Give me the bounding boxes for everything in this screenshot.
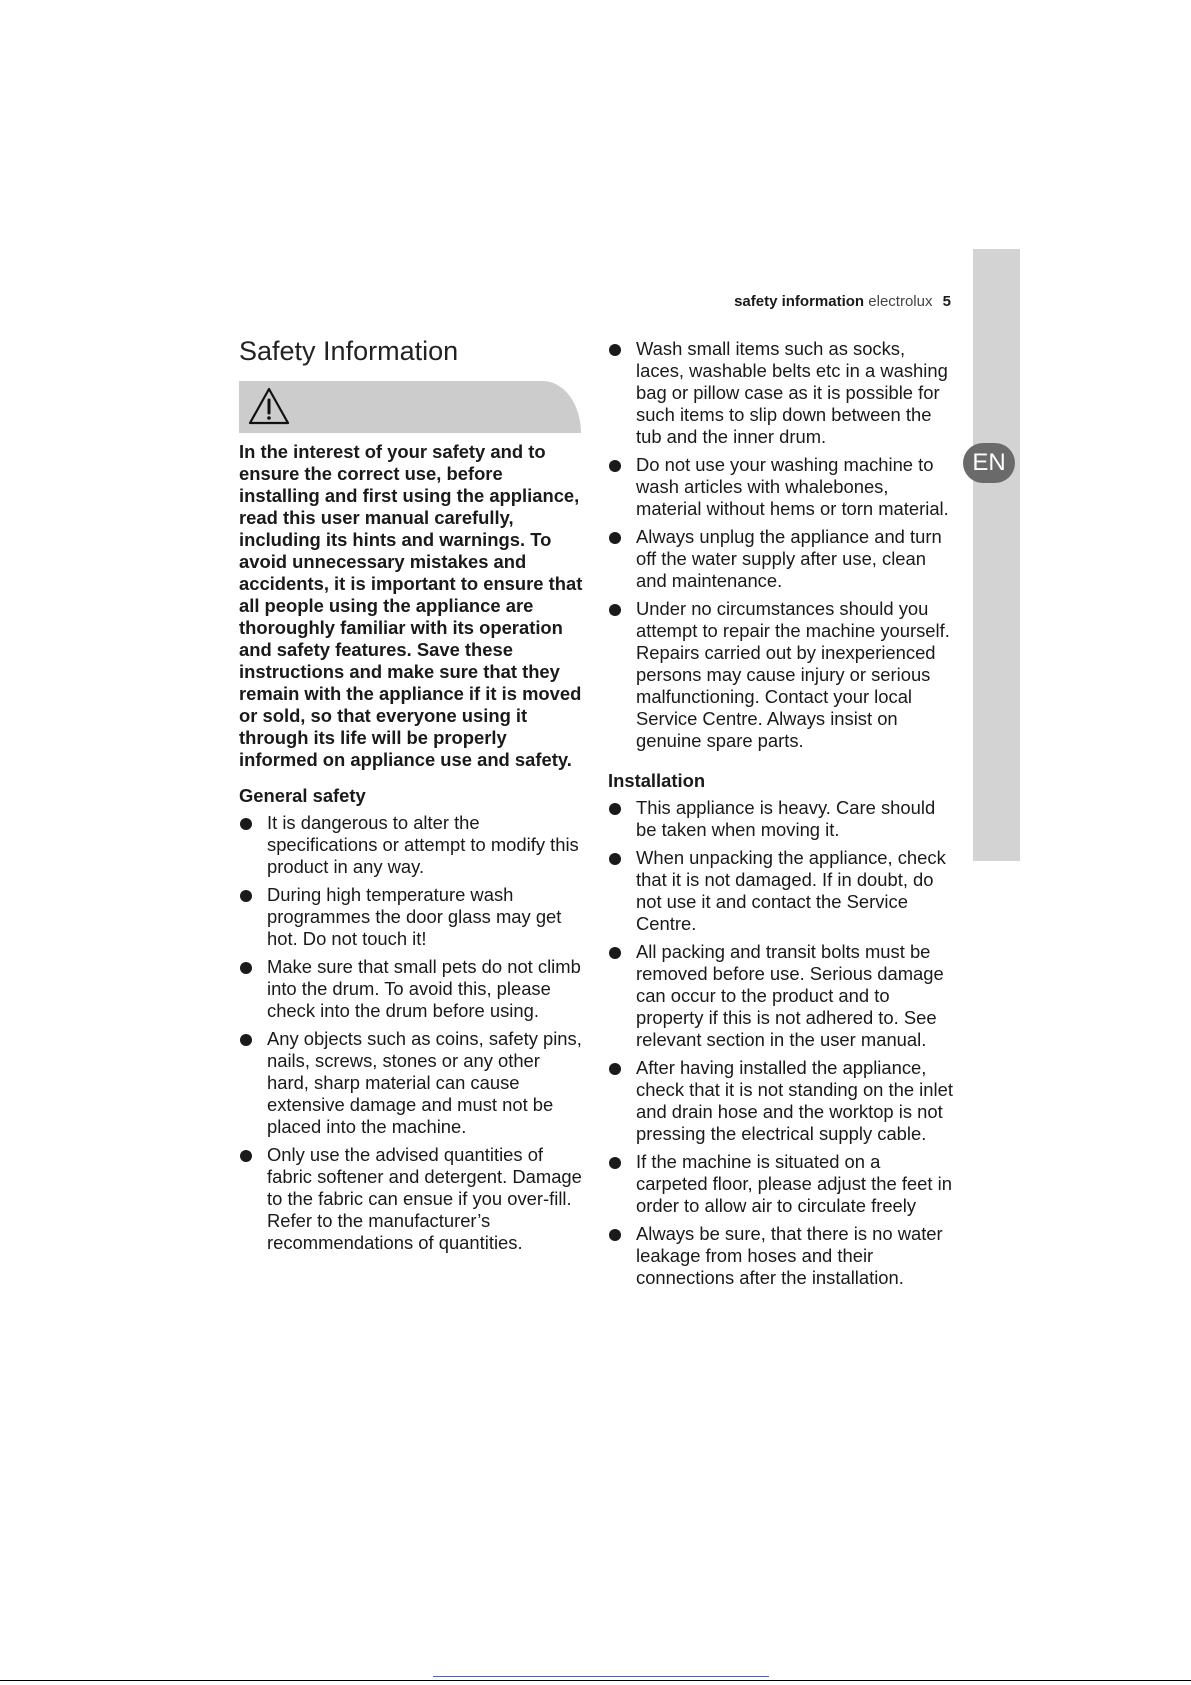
page-title: Safety Information [239,336,459,366]
language-side-tab [973,249,1020,861]
list-item: Do not use your washing machine to wash articles with whalebones, material without hems or torn material. [608,454,953,520]
list-item: All packing and transit bolts must be removed before use. Serious damage can occur to the product and to property if this is not adhered to. See relevant section in the user manual. [608,941,953,1051]
intro-paragraph: In the interest of your safety and to ensure the correct use, before installing and first using the appliance, read this user manual carefully, including its hints and warnings. To avoid unnecessary mistakes and accidents, it is important to ensure that all people using the appliance are thoroughly familiar with its operation and safety features. Save these instructions and make sure that they remain with the appliance if it is moved or sold, so that everyone using it through its life will be properly informed on appliance use and safety. [239,441,583,770]
installation-heading: Installation [608,770,706,791]
list-item: It is dangerous to alter the specifications or attempt to modify this product in any way. [239,812,584,878]
list-item: Always be sure, that there is no water leakage from hoses and their connections after the installation. [608,1223,953,1289]
list-item: If the machine is situated on a carpeted floor, please adjust the feet in order to allow air to circulate freely [608,1151,953,1217]
list-item: Only use the advised quantities of fabric softener and detergent. Damage to the fabric can ensue if you over-fill. Refer to the manufacturer’s recommendations of quantities. [239,1144,584,1254]
general-safety-list [239,812,584,1254]
right-column [608,338,953,1295]
list-item: After having installed the appliance, check that it is not standing on the inlet and drain hose and the worktop is not pressing the electrical supply cable. [608,1057,953,1145]
general-safety-heading: General safety [239,785,366,806]
list-item: Any objects such as coins, safety pins, nails, screws, stones or any other hard, sharp material can cause extensive damage and must not be placed into the machine. [239,1028,584,1138]
language-badge: EN [963,443,1015,483]
header-brand: electrolux [868,293,933,310]
warning-banner [239,381,581,433]
warning-triangle-icon [247,386,291,426]
general-safety-list-continued [608,338,953,752]
list-item: Wash small items such as socks, laces, washable belts etc in a washing bag or pillow case as it is possible for such items to slip down between the tub and the inner drum. [608,338,953,448]
list-item: When unpacking the appliance, check that it is not damaged. If in doubt, do not use it and contact the Service Centre. [608,847,953,935]
list-item: Under no circumstances should you attempt to repair the machine yourself. Repairs carried out by inexperienced persons may cause injury or serious malfunctioning. Contact your local Service Centre. Always insist on genuine spare parts. [608,598,953,752]
list-item: This appliance is heavy. Care should be taken when moving it. [608,797,953,841]
running-header [734,292,951,312]
header-section-title: safety information [734,293,865,310]
installation-list [608,797,953,1289]
list-item: Always unplug the appliance and turn off the water supply after use, clean and maintenance. [608,526,953,592]
page-number: 5 [942,293,951,310]
list-item: Make sure that small pets do not climb into the drum. To avoid this, please check into the drum before using. [239,956,584,1022]
page-bottom-rule [0,1680,1191,1681]
viewer-link-underline [433,1676,769,1677]
list-item: During high temperature wash programmes the door glass may get hot. Do not touch it! [239,884,584,950]
left-column [239,334,584,1260]
